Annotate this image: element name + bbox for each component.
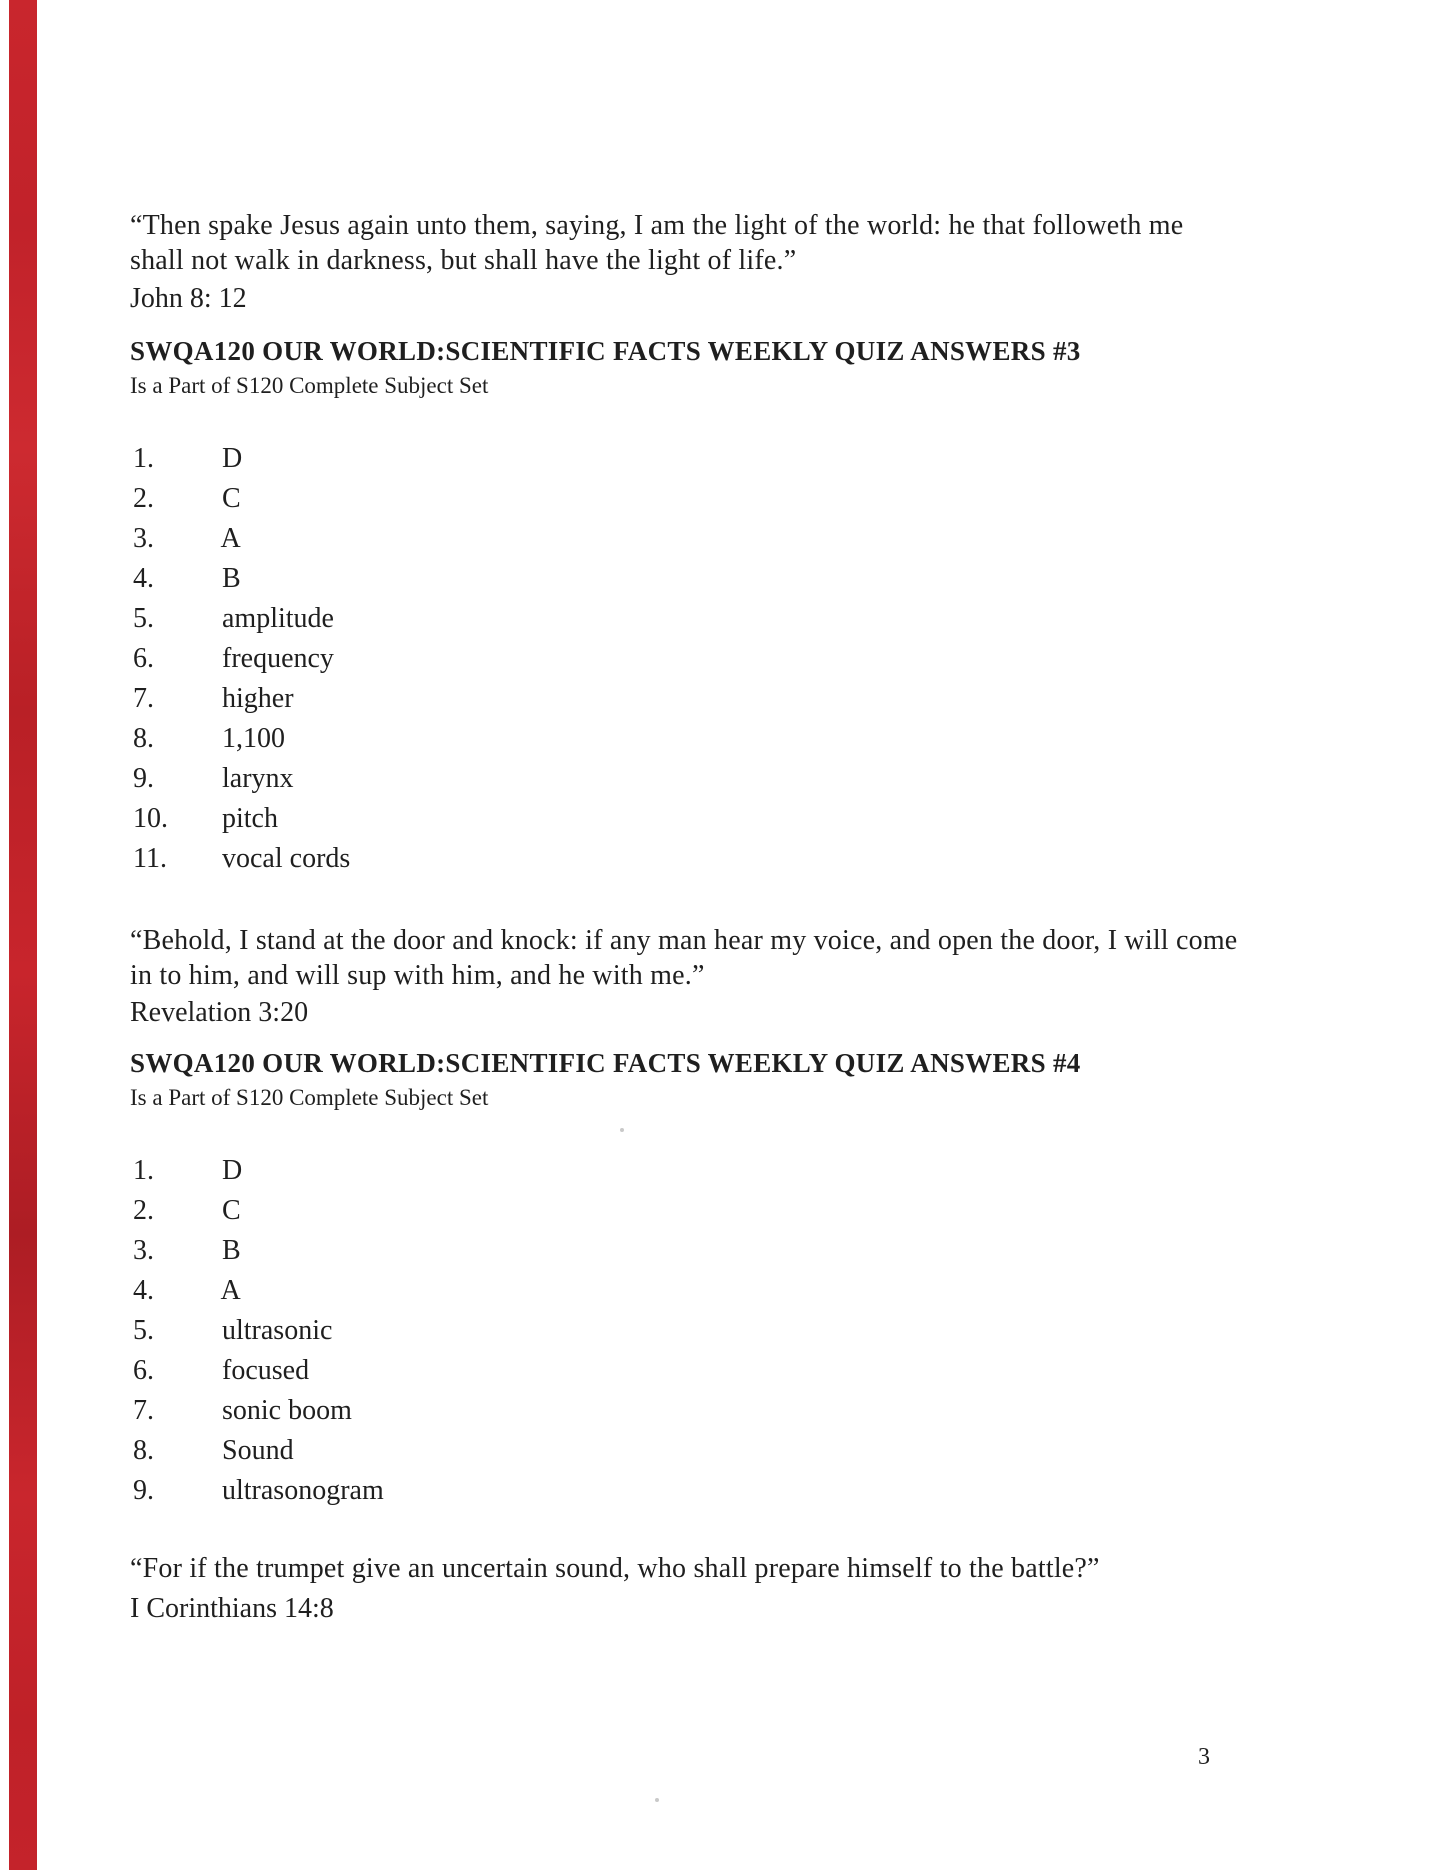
answer-row xyxy=(133,519,350,559)
answer-row xyxy=(133,799,350,839)
answer-number: 10. xyxy=(133,803,168,834)
answer-text: ultrasonogram xyxy=(222,1475,384,1506)
answer-number: 5. xyxy=(133,1315,154,1346)
answer-row xyxy=(133,599,350,639)
red-edge-stripe xyxy=(9,0,37,1870)
answer-text: focused xyxy=(222,1355,310,1386)
answer-row xyxy=(133,1391,384,1431)
quiz3-title: SWQA120 OUR WORLD:SCIENTIFIC FACTS WEEKLY QUIZ ANSWERS #3 xyxy=(130,336,1081,366)
answer-text: larynx xyxy=(222,763,294,794)
answer-number: 9. xyxy=(133,1475,154,1506)
answer-row xyxy=(133,479,350,519)
answer-text: D xyxy=(222,1155,243,1186)
quote-citation-1: John 8: 12 xyxy=(130,283,247,314)
answer-text: 1,100 xyxy=(222,723,285,754)
answer-text: sonic boom xyxy=(222,1395,352,1426)
answer-row xyxy=(133,1231,384,1271)
answer-row xyxy=(133,639,350,679)
quote-citation-2: Revelation 3:20 xyxy=(130,997,309,1028)
answer-number: 5. xyxy=(133,603,154,634)
quiz3-subtitle: Is a Part of S120 Complete Subject Set xyxy=(130,373,489,398)
quote-line: shall not walk in darkness, but shall have the light of life.” xyxy=(130,245,797,276)
scripture-quote-2 xyxy=(130,923,1237,993)
answer-number: 11. xyxy=(133,843,167,874)
answer-number: 9. xyxy=(133,763,154,794)
answer-row xyxy=(133,1151,384,1191)
answer-number: 7. xyxy=(133,1395,154,1426)
answer-text: B xyxy=(222,563,241,594)
scan-speck xyxy=(620,1128,624,1132)
answer-number: 4. xyxy=(133,1275,154,1306)
answer-row xyxy=(133,839,350,879)
answer-number: 6. xyxy=(133,643,154,674)
answer-text: Sound xyxy=(222,1435,294,1466)
answer-number: 4. xyxy=(133,563,154,594)
answer-number: 8. xyxy=(133,1435,154,1466)
answer-row xyxy=(133,679,350,719)
answer-row xyxy=(133,559,350,599)
answer-row xyxy=(133,1271,384,1311)
answer-text: B xyxy=(222,1235,241,1266)
answer-row xyxy=(133,719,350,759)
answer-number: 2. xyxy=(133,1195,154,1226)
quote-line: in to him, and will sup with him, and he with me.” xyxy=(130,960,705,991)
answer-text: ultrasonic xyxy=(222,1315,333,1346)
answer-row xyxy=(133,1431,384,1471)
answer-text: higher xyxy=(222,683,294,714)
answer-text: C xyxy=(222,1195,241,1226)
answer-number: 3. xyxy=(133,523,154,554)
answer-text: amplitude xyxy=(222,603,334,634)
answer-number: 2. xyxy=(133,483,154,514)
answer-number: 7. xyxy=(133,683,154,714)
answer-number: 6. xyxy=(133,1355,154,1386)
quote-line: “Behold, I stand at the door and knock: if any man hear my voice, and open the door, I will come xyxy=(130,925,1238,956)
answer-text: A xyxy=(220,1275,241,1306)
answer-text: D xyxy=(222,443,243,474)
answer-row xyxy=(133,1471,384,1511)
answer-text: C xyxy=(222,483,241,514)
scripture-quote-1 xyxy=(130,208,1183,278)
quote-line: “Then spake Jesus again unto them, saying, I am the light of the world: he that followeth me xyxy=(130,210,1184,241)
quote-citation-3: I Corinthians 14:8 xyxy=(130,1593,334,1624)
answer-text: A xyxy=(220,523,241,554)
answer-text: frequency xyxy=(222,643,334,674)
answer-text: vocal cords xyxy=(222,843,351,874)
quiz4-subtitle: Is a Part of S120 Complete Subject Set xyxy=(130,1085,489,1110)
quiz4-title: SWQA120 OUR WORLD:SCIENTIFIC FACTS WEEKLY QUIZ ANSWERS #4 xyxy=(130,1048,1081,1078)
page-number: 3 xyxy=(1198,1744,1210,1770)
answer-number: 1. xyxy=(133,1155,154,1186)
answer-number: 8. xyxy=(133,723,154,754)
answer-text: pitch xyxy=(222,803,278,834)
quiz3-answer-list xyxy=(133,439,350,879)
answer-row xyxy=(133,1311,384,1351)
scan-speck xyxy=(655,1798,659,1802)
answer-number: 3. xyxy=(133,1235,154,1266)
answer-row xyxy=(133,1351,384,1391)
scripture-quote-3: “For if the trumpet give an uncertain sound, who shall prepare himself to the battle?” xyxy=(130,1553,1100,1584)
answer-row xyxy=(133,1191,384,1231)
answer-row xyxy=(133,759,350,799)
quiz4-answer-list xyxy=(133,1151,384,1511)
answer-row xyxy=(133,439,350,479)
answer-number: 1. xyxy=(133,443,154,474)
